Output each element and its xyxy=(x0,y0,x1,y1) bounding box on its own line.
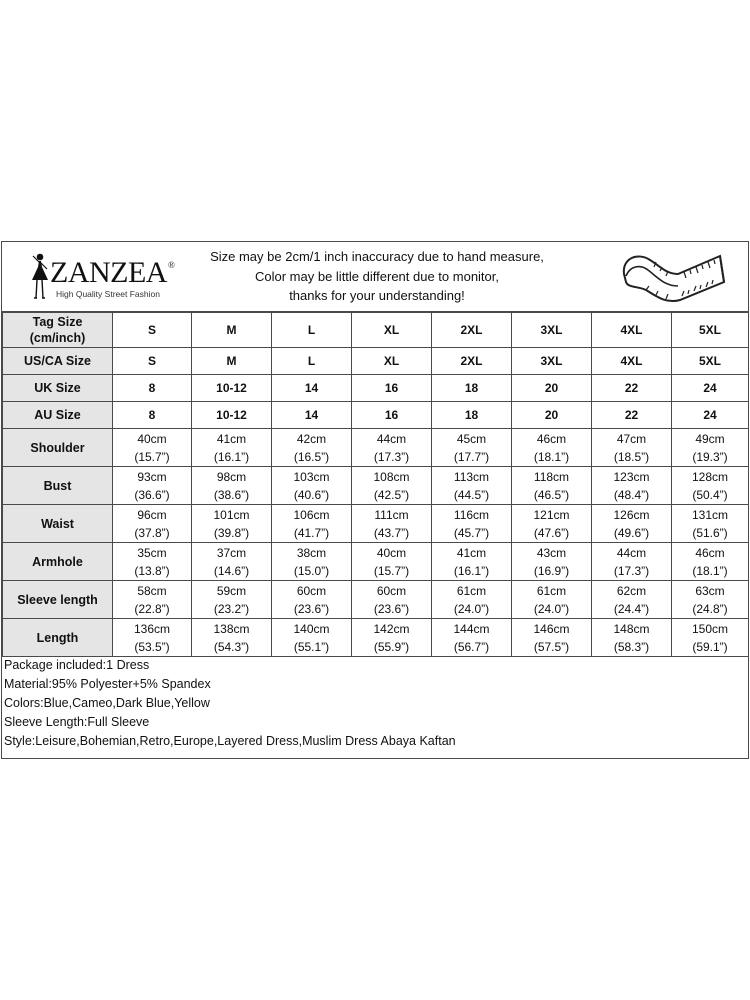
measurement-inch: (42.5”) xyxy=(373,487,410,502)
measurement-inch: (44.5”) xyxy=(453,487,490,502)
measurement-cm: 60cm xyxy=(376,583,407,598)
measurement-cell xyxy=(352,505,432,543)
measurement-cell xyxy=(352,429,432,467)
measurement-cell xyxy=(272,581,352,619)
measurement-cm: 40cm xyxy=(137,431,167,446)
measuring-tape-icon xyxy=(616,244,728,308)
measurement-cell xyxy=(272,429,352,467)
measurement-cm: 59cm xyxy=(216,583,247,598)
measurement-cell xyxy=(672,543,749,581)
size-cell: 3XL xyxy=(512,313,592,348)
measurement-cell xyxy=(592,429,672,467)
measurement-inch: (16.1”) xyxy=(453,563,490,578)
measurement-inch: (56.7”) xyxy=(453,639,490,654)
measurement-cm: 41cm xyxy=(456,545,487,560)
measurement-row xyxy=(3,543,749,581)
brand-logo xyxy=(28,252,188,304)
info-material: Material:95% Polyester+5% Spandex xyxy=(4,677,211,691)
measurement-cm: 40cm xyxy=(376,545,407,560)
size-cell: 18 xyxy=(432,402,512,429)
size-chart-card xyxy=(1,241,749,759)
row-label-line: Tag Size xyxy=(32,315,83,329)
measurement-cm: 63cm xyxy=(695,583,725,598)
notice-line: thanks for your understanding! xyxy=(289,288,465,303)
measurement-row xyxy=(3,429,749,467)
product-info xyxy=(2,656,748,751)
size-cell: S xyxy=(113,348,192,375)
measurement-cm: 44cm xyxy=(376,431,407,446)
measurement-row xyxy=(3,581,749,619)
measurement-cell xyxy=(432,581,512,619)
measurement-inch: (51.6”) xyxy=(692,525,728,540)
measurement-cm: 44cm xyxy=(616,545,647,560)
measurement-cell xyxy=(672,505,749,543)
measurement-cm: 47cm xyxy=(616,431,647,446)
size-cell: 2XL xyxy=(432,313,512,348)
row-label-line: UK Size xyxy=(34,381,81,395)
size-cell: S xyxy=(113,313,192,348)
measurement-cm: 140cm xyxy=(293,621,330,636)
measurement-cm: 146cm xyxy=(533,621,570,636)
measurement-cell xyxy=(192,619,272,657)
measurement-inch: (16.9”) xyxy=(533,563,570,578)
measurement-cell xyxy=(113,429,192,467)
row-label xyxy=(3,348,113,375)
measurement-inch: (45.7”) xyxy=(453,525,490,540)
measurement-inch: (15.7”) xyxy=(134,449,170,464)
measurement-inch: (17.3”) xyxy=(613,563,650,578)
measurement-cm: 131cm xyxy=(691,507,729,522)
measurement-cm: 103cm xyxy=(293,469,330,484)
measurement-cell xyxy=(272,505,352,543)
measurement-inch: (50.4”) xyxy=(692,487,728,502)
size-cell: 5XL xyxy=(672,348,749,375)
measurement-inch: (14.6”) xyxy=(213,563,250,578)
measurement-inch: (39.8”) xyxy=(213,525,250,540)
measurement-inch: (24.4”) xyxy=(613,601,650,616)
brand-tagline: High Quality Street Fashion xyxy=(56,289,160,299)
measurement-inch: (57.5”) xyxy=(533,639,570,654)
measurement-inch: (23.2”) xyxy=(213,601,250,616)
measurement-cm: 98cm xyxy=(216,469,247,484)
measurement-inch: (16.1”) xyxy=(213,449,250,464)
measurement-cm: 46cm xyxy=(695,545,725,560)
row-label-line: (cm/inch) xyxy=(29,331,86,345)
measurement-inch: (59.1”) xyxy=(692,639,728,654)
measurement-inch: (53.5”) xyxy=(134,639,170,654)
measurement-label: Length xyxy=(3,619,113,657)
measurement-cell xyxy=(512,429,592,467)
measurement-inch: (15.7”) xyxy=(373,563,410,578)
row-label-line: US/CA Size xyxy=(24,354,91,368)
measurement-cell xyxy=(592,619,672,657)
info-style: Style:Leisure,Bohemian,Retro,Europe,Layered Dress,Muslim Dress Abaya Kaftan xyxy=(4,734,456,748)
measurement-cm: 37cm xyxy=(216,545,247,560)
measurement-inch: (24.0”) xyxy=(453,601,490,616)
size-cell: 24 xyxy=(672,375,749,402)
measurement-inch: (41.7”) xyxy=(293,525,330,540)
size-cell: 24 xyxy=(672,402,749,429)
measurement-inch: (22.8”) xyxy=(134,601,170,616)
measurement-cell xyxy=(192,505,272,543)
measurement-label: Shoulder xyxy=(3,429,113,467)
measurement-cell xyxy=(432,505,512,543)
notice-line: Size may be 2cm/1 inch inaccuracy due to hand measure, xyxy=(210,249,544,264)
size-row xyxy=(3,402,749,429)
measurement-cm: 49cm xyxy=(695,431,725,446)
size-cell: M xyxy=(192,313,272,348)
measurement-cell xyxy=(512,581,592,619)
size-cell: 10-12 xyxy=(192,402,272,429)
info-colors: Colors:Blue,Cameo,Dark Blue,Yellow xyxy=(4,696,210,710)
measurement-inch: (23.6”) xyxy=(293,601,330,616)
measurement-cm: 136cm xyxy=(133,621,171,636)
measurement-cm: 58cm xyxy=(137,583,167,598)
measurement-inch: (24.8”) xyxy=(692,601,728,616)
size-cell: XL xyxy=(352,313,432,348)
measurement-cell xyxy=(512,467,592,505)
measurement-inch: (18.1”) xyxy=(533,449,570,464)
size-cell: XL xyxy=(352,348,432,375)
measurement-cell xyxy=(672,619,749,657)
measurement-cell xyxy=(592,543,672,581)
measurement-inch: (17.7”) xyxy=(453,449,490,464)
measurement-cm: 41cm xyxy=(216,431,247,446)
measurement-cell xyxy=(272,467,352,505)
size-cell: 22 xyxy=(592,375,672,402)
measurement-row xyxy=(3,619,749,657)
measurement-inch: (17.3”) xyxy=(373,449,410,464)
measurement-inch: (38.6”) xyxy=(213,487,250,502)
measurement-cell xyxy=(592,467,672,505)
measurement-inch: (55.9”) xyxy=(373,639,410,654)
size-cell: 18 xyxy=(432,375,512,402)
chart-header xyxy=(2,242,748,312)
measurement-label: Bust xyxy=(3,467,113,505)
measurement-inch: (40.6”) xyxy=(293,487,330,502)
measurement-cell xyxy=(512,505,592,543)
size-row xyxy=(3,375,749,402)
measurement-cell xyxy=(432,429,512,467)
measurement-cm: 101cm xyxy=(213,507,250,522)
measurement-label: Armhole xyxy=(3,543,113,581)
measurement-cell xyxy=(113,543,192,581)
measurement-cm: 118cm xyxy=(533,469,570,484)
measurement-cm: 62cm xyxy=(616,583,647,598)
measurement-cell xyxy=(512,619,592,657)
measurement-label: Waist xyxy=(3,505,113,543)
brand-name: ZANZEA® xyxy=(50,256,175,289)
measurement-cm: 38cm xyxy=(296,545,327,560)
measurement-rows xyxy=(3,429,749,657)
measurement-cm: 144cm xyxy=(453,621,490,636)
size-cell: 2XL xyxy=(432,348,512,375)
measurement-cell xyxy=(432,619,512,657)
notice-line: Color may be little different due to monitor, xyxy=(255,268,499,284)
measurement-cell xyxy=(592,581,672,619)
size-cell: 14 xyxy=(272,375,352,402)
size-cell: 8 xyxy=(113,375,192,402)
measurement-cm: 138cm xyxy=(213,621,250,636)
measurement-cm: 148cm xyxy=(613,621,650,636)
size-cell: M xyxy=(192,348,272,375)
measurement-row xyxy=(3,505,749,543)
measurement-inch: (23.6”) xyxy=(373,601,410,616)
measurement-cm: 128cm xyxy=(691,469,729,484)
measurement-inch: (18.1”) xyxy=(692,563,728,578)
info-package: Package included:1 Dress xyxy=(4,658,150,672)
size-cell: 10-12 xyxy=(192,375,272,402)
measurement-inch: (19.3”) xyxy=(692,449,728,464)
measurement-cell xyxy=(192,543,272,581)
size-cell: 20 xyxy=(512,402,592,429)
measurement-inch: (46.5”) xyxy=(533,487,570,502)
measurement-cell xyxy=(272,619,352,657)
measurement-label: Sleeve length xyxy=(3,581,113,619)
measurement-cm: 61cm xyxy=(456,583,487,598)
measurement-cell xyxy=(113,619,192,657)
measurement-inch: (36.6”) xyxy=(134,487,170,502)
size-row xyxy=(3,348,749,375)
size-cell: 16 xyxy=(352,402,432,429)
measurement-inch: (47.6”) xyxy=(533,525,570,540)
measurement-cell xyxy=(113,505,192,543)
info-sleeve-length: Sleeve Length:Full Sleeve xyxy=(4,715,150,729)
row-label xyxy=(3,375,113,402)
size-table xyxy=(2,312,749,657)
measurement-cm: 96cm xyxy=(137,507,167,522)
measurement-cell xyxy=(672,467,749,505)
size-cell: 4XL xyxy=(592,348,672,375)
measurement-inch: (15.0”) xyxy=(293,563,330,578)
measurement-cm: 106cm xyxy=(293,507,330,522)
measurement-cm: 121cm xyxy=(533,507,570,522)
size-cell: 20 xyxy=(512,375,592,402)
size-cell: 5XL xyxy=(672,313,749,348)
measurement-inch: (16.5”) xyxy=(293,449,330,464)
measurement-inch: (58.3”) xyxy=(613,639,650,654)
size-row xyxy=(3,313,749,348)
measurement-inch: (18.5”) xyxy=(613,449,650,464)
measurement-inch: (37.8”) xyxy=(134,525,170,540)
measurement-cell xyxy=(672,581,749,619)
measurement-cm: 45cm xyxy=(456,431,487,446)
measurement-cm: 61cm xyxy=(536,583,567,598)
measurement-cm: 111cm xyxy=(374,507,409,522)
size-cell: 4XL xyxy=(592,313,672,348)
measurement-cell xyxy=(113,467,192,505)
measurement-cm: 113cm xyxy=(453,469,490,484)
row-label xyxy=(3,402,113,429)
measurement-cm: 93cm xyxy=(137,469,167,484)
size-cell: L xyxy=(272,348,352,375)
size-rows xyxy=(3,313,749,429)
measurement-cell xyxy=(432,467,512,505)
registered-mark: ® xyxy=(167,260,175,270)
measurement-cell xyxy=(512,543,592,581)
measurement-inch: (48.4”) xyxy=(613,487,650,502)
measurement-inch: (43.7”) xyxy=(373,525,410,540)
size-cell: 22 xyxy=(592,402,672,429)
measurement-cell xyxy=(352,543,432,581)
measurement-cell xyxy=(352,619,432,657)
measurement-row xyxy=(3,467,749,505)
measurement-cm: 46cm xyxy=(536,431,567,446)
measurement-cell xyxy=(352,581,432,619)
size-cell: 16 xyxy=(352,375,432,402)
measurement-cell xyxy=(272,543,352,581)
measurement-cm: 42cm xyxy=(296,431,327,446)
measurement-cm: 108cm xyxy=(373,469,410,484)
measurement-inch: (54.3”) xyxy=(213,639,250,654)
measurement-cm: 123cm xyxy=(613,469,650,484)
measurement-cell xyxy=(192,581,272,619)
measurement-inch: (55.1”) xyxy=(293,639,330,654)
measurement-cm: 43cm xyxy=(536,545,567,560)
measurement-cell xyxy=(592,505,672,543)
measurement-cm: 60cm xyxy=(296,583,327,598)
row-label xyxy=(3,313,113,348)
disclaimer-notice xyxy=(188,247,566,306)
measurement-cm: 35cm xyxy=(137,545,167,560)
measurement-cm: 142cm xyxy=(373,621,410,636)
measurement-inch: (24.0”) xyxy=(533,601,570,616)
measurement-cell xyxy=(192,467,272,505)
measurement-cell xyxy=(192,429,272,467)
measurement-cm: 126cm xyxy=(613,507,650,522)
row-label-line: AU Size xyxy=(34,408,81,422)
size-cell: 3XL xyxy=(512,348,592,375)
woman-silhouette-icon xyxy=(28,252,50,302)
measurement-cm: 150cm xyxy=(691,621,729,636)
size-cell: 14 xyxy=(272,402,352,429)
measurement-cell xyxy=(113,581,192,619)
size-cell: 8 xyxy=(113,402,192,429)
measurement-inch: (13.8”) xyxy=(134,563,170,578)
measurement-inch: (49.6”) xyxy=(613,525,650,540)
size-cell: L xyxy=(272,313,352,348)
measurement-cell xyxy=(352,467,432,505)
measurement-cm: 116cm xyxy=(453,507,490,522)
measurement-cell xyxy=(432,543,512,581)
measurement-cell xyxy=(672,429,749,467)
